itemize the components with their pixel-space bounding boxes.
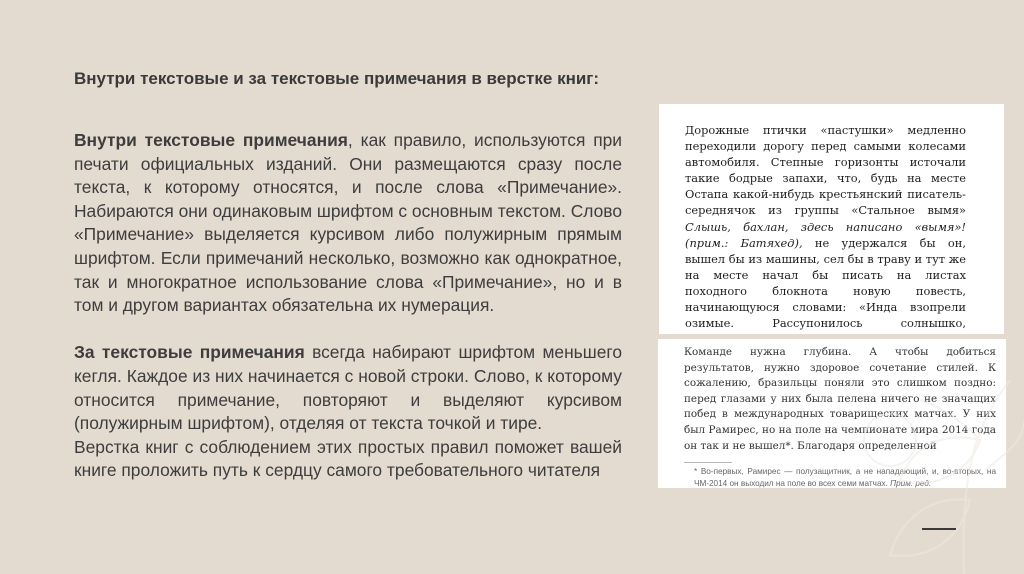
example-top-inline-note: Слышь, бахлан, здесь написано «вымя»! (прим.: Батяхед), <box>685 219 966 250</box>
decorative-dash <box>922 528 956 530</box>
paragraph-gap <box>74 318 622 342</box>
example-footnote-editor-note: Прим. ред. <box>890 479 932 488</box>
example-inline-note-image <box>659 104 1004 334</box>
paragraph-inline-notes-text: , как правило, используются при печати официальных изданий. Они размещаются сразу после текста, к которому относятся, и после слова «Примечание». Набираются они одинаковым шрифтом с основным текстом. Слово «Примечание» выделяется курсивом либо полужирным прямым шрифтом. Если примечаний несколько, возможно как однократное, так и многократное использование слова «Примечание», но и в том и другом вариантах обязательна их нумерация. <box>74 130 623 316</box>
paragraph-inline-notes <box>74 129 622 318</box>
slide-body <box>74 129 622 483</box>
paragraph-endnotes-text: всегда набирают шрифтом меньшего кегля. Каждое из них начинается с новой строки. Слово, к которому относится примечание, повторяют и выделяют курсивом (полужирным шрифтом), отделяя от текста точкой и тире. <box>74 342 622 434</box>
slide-title: Внутри текстовые и за текстовые примечания в верстке книг: <box>74 69 600 88</box>
decorative-leaf-ornament <box>860 380 1024 574</box>
footnote-divider <box>684 462 732 463</box>
example-top-text-a: Дорожные птички «пастушки» медленно переходили дорогу перед самыми колесами автомобиля. Степные горизонты источали такие бодрые запахи, что, будь на месте Остапа какой-нибудь крестьянский писатель-середнячок из группы «Стальное вымя» <box>685 123 966 218</box>
term-endnotes: За текстовые примечания <box>74 342 305 363</box>
example-top-text-b: не удержался бы он, вышел бы из машины, сел бы в траву и тут же на месте начал бы писать на листах походного блокнота новую повесть, начинающуюся словами: «Инда взопрели озимые. Рассупонилось солнышко, <box>685 235 966 331</box>
term-inline-notes: Внутри текстовые примечания <box>74 130 348 150</box>
example-footnote-text: * Во-первых, Рамирес — полузащитник, а не нападающий, и, во-вторых, на ЧМ-2014 он выходил на поле во всех семи матчах. <box>694 467 996 488</box>
example-bottom-text: Команде нужна глубина. А чтобы добиться результатов, нужно здоровое сочетание стилей. К сожалению, бразильцы поняли это слишком поздно: перед глазами у них была пелена ничего не значащих побед в международных товарищеских матчах. У них был Рамирес, но на поле на чемпионате мира 2014 года он так и не вышел*. Благодаря определенной <box>684 346 996 452</box>
paragraph-endnotes <box>74 341 622 435</box>
paragraph-conclusion: Верстка книг с соблюдением этих простых правил поможет вашей книге проложить путь к сердцу самого требовательного читателя <box>74 436 622 481</box>
